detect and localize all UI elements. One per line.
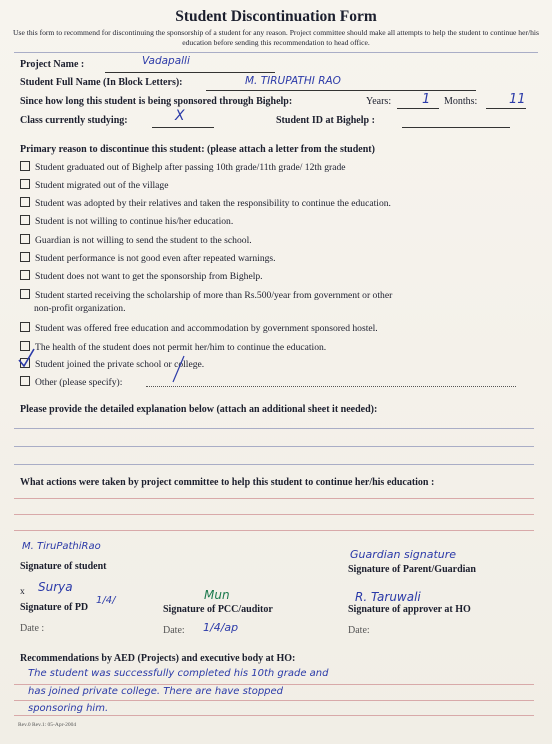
full-name-value[interactable]: M. TIRUPATHI RAO (245, 75, 341, 87)
x-mark: x (20, 587, 25, 597)
reason-label: Student does not want to get the sponsorship from Bighelp. (35, 271, 263, 282)
pd-date-value: 1/4/ (96, 595, 116, 606)
reason-label: Student was adopted by their relatives and taken the responsibility to continue the education. (35, 198, 391, 209)
checkbox[interactable] (20, 197, 30, 207)
actions-label: What actions were taken by project committee to help this student to continue her/his education : (20, 477, 435, 488)
recommendation-line-2 (14, 700, 534, 701)
reason-option[interactable] (20, 161, 346, 173)
checkbox[interactable] (20, 234, 30, 244)
recommendation-text-2: has joined private college. There are have stopped (28, 686, 284, 697)
actions-line-3[interactable] (14, 530, 534, 531)
explanation-label: Please provide the detailed explanation below (attach an additional sheet it needed): (20, 404, 378, 415)
pen-stroke-icon (170, 354, 186, 384)
reason-label: Other (please specify): (35, 377, 123, 388)
reason-label: Student performance is not good even after repeated warnings. (35, 253, 276, 264)
reason-option[interactable] (20, 322, 378, 334)
ho-signature-label: Signature of approver at HO (348, 604, 471, 615)
reason-option[interactable] (20, 376, 122, 388)
pd-date-label: Date : (20, 623, 45, 634)
checkbox[interactable] (20, 289, 30, 299)
parent-signature-label: Signature of Parent/Guardian (348, 564, 476, 575)
project-name-line (105, 72, 275, 73)
reasons-heading: Primary reason to discontinue this student: (please attach a letter from the student) (20, 144, 375, 155)
reason-option[interactable] (20, 270, 263, 282)
years-line (397, 108, 439, 109)
checkbox[interactable] (20, 270, 30, 280)
checkbox[interactable] (20, 322, 30, 332)
recommendation-line-1 (14, 684, 534, 685)
checkbox[interactable] (20, 215, 30, 225)
pd-signature-label: Signature of PD (20, 602, 89, 613)
actions-line-2[interactable] (14, 514, 534, 515)
form-title: Student Discontinuation Form (175, 8, 377, 25)
revision-footer: Rev.0 Rev.1: 05-Apr-2004 (18, 722, 77, 728)
class-label: Class currently studying: (20, 115, 128, 126)
pcc-signature: Mun (204, 588, 230, 602)
divider (14, 52, 538, 53)
class-value[interactable]: X (175, 108, 185, 124)
other-specify-line (146, 386, 516, 387)
reason-label: Guardian is not willing to send the student to the school. (35, 235, 252, 246)
checkbox[interactable] (20, 376, 30, 386)
project-name-label: Project Name : (20, 59, 85, 70)
checkbox[interactable] (20, 252, 30, 262)
reason-option[interactable] (20, 341, 326, 353)
reason-label: Student joined the private school or college. (35, 359, 205, 370)
pcc-date-value: 1/4/ap (203, 621, 239, 634)
student-id-label: Student ID at Bighelp : (276, 115, 375, 126)
reason-label: Student started receiving the scholarship of more than Rs.500/year from government or other (35, 290, 393, 301)
months-line (486, 108, 526, 109)
reason-option[interactable] (20, 234, 252, 246)
ho-signature: R. Taruwali (355, 590, 421, 604)
checkbox[interactable] (20, 179, 30, 189)
reason-option[interactable] (20, 179, 168, 191)
reason-option[interactable] (20, 197, 391, 209)
full-name-line (206, 90, 476, 91)
form-intro: Use this form to recommend for discontinuing the sponsorship of a student for any reason. Project committee should make all attempts to help the student to continue her/his education before sending this recommendation to head office. (13, 28, 539, 47)
reason-continued: non-profit organization. (34, 303, 126, 314)
recommendation-line-3 (14, 715, 534, 716)
actions-line-1[interactable] (14, 498, 534, 499)
ho-date-label: Date: (348, 625, 370, 636)
explanation-line-1[interactable] (14, 428, 534, 429)
years-value[interactable]: 1 (422, 92, 431, 107)
reason-label: Student is not willing to continue his/her education. (35, 216, 234, 227)
months-value[interactable]: 11 (509, 92, 526, 107)
checkmark-icon (16, 346, 38, 376)
months-label: Months: (444, 96, 478, 107)
student-signature-label: Signature of student (20, 561, 107, 572)
pcc-signature-label: Signature of PCC/auditor (163, 604, 273, 615)
student-id-line (402, 127, 510, 128)
reason-label: Student migrated out of the village (35, 180, 169, 191)
reason-label: The health of the student does not permit her/him to continue the education. (35, 342, 327, 353)
recommendations-label: Recommendations by AED (Projects) and executive body at HO: (20, 653, 296, 664)
student-signature: M. TiruPathiRao (22, 541, 101, 552)
since-label: Since how long this student is being sponsored through Bighelp: (20, 96, 293, 107)
full-name-label: Student Full Name (In Block Letters): (20, 77, 183, 88)
reason-option[interactable] (20, 252, 276, 264)
years-label: Years: (366, 96, 392, 107)
project-name-value[interactable]: Vadapalli (142, 55, 190, 67)
class-line (152, 127, 214, 128)
pd-signature: Surya (38, 580, 73, 594)
parent-signature: Guardian signature (350, 548, 457, 561)
explanation-line-3[interactable] (14, 464, 534, 465)
reason-label: Student was offered free education and accommodation by government sponsored hostel. (35, 323, 378, 334)
reason-label: Student graduated out of Bighelp after passing 10th grade/11th grade/ 12th grade (35, 162, 346, 173)
pcc-date-label: Date: (163, 625, 185, 636)
recommendation-text-3: sponsoring him. (28, 703, 109, 714)
recommendation-text-1: The student was successfully completed his 10th grade and (28, 668, 329, 679)
reason-option[interactable] (20, 215, 233, 227)
explanation-line-2[interactable] (14, 446, 534, 447)
reason-option[interactable] (20, 289, 392, 301)
checkbox[interactable] (20, 161, 30, 171)
